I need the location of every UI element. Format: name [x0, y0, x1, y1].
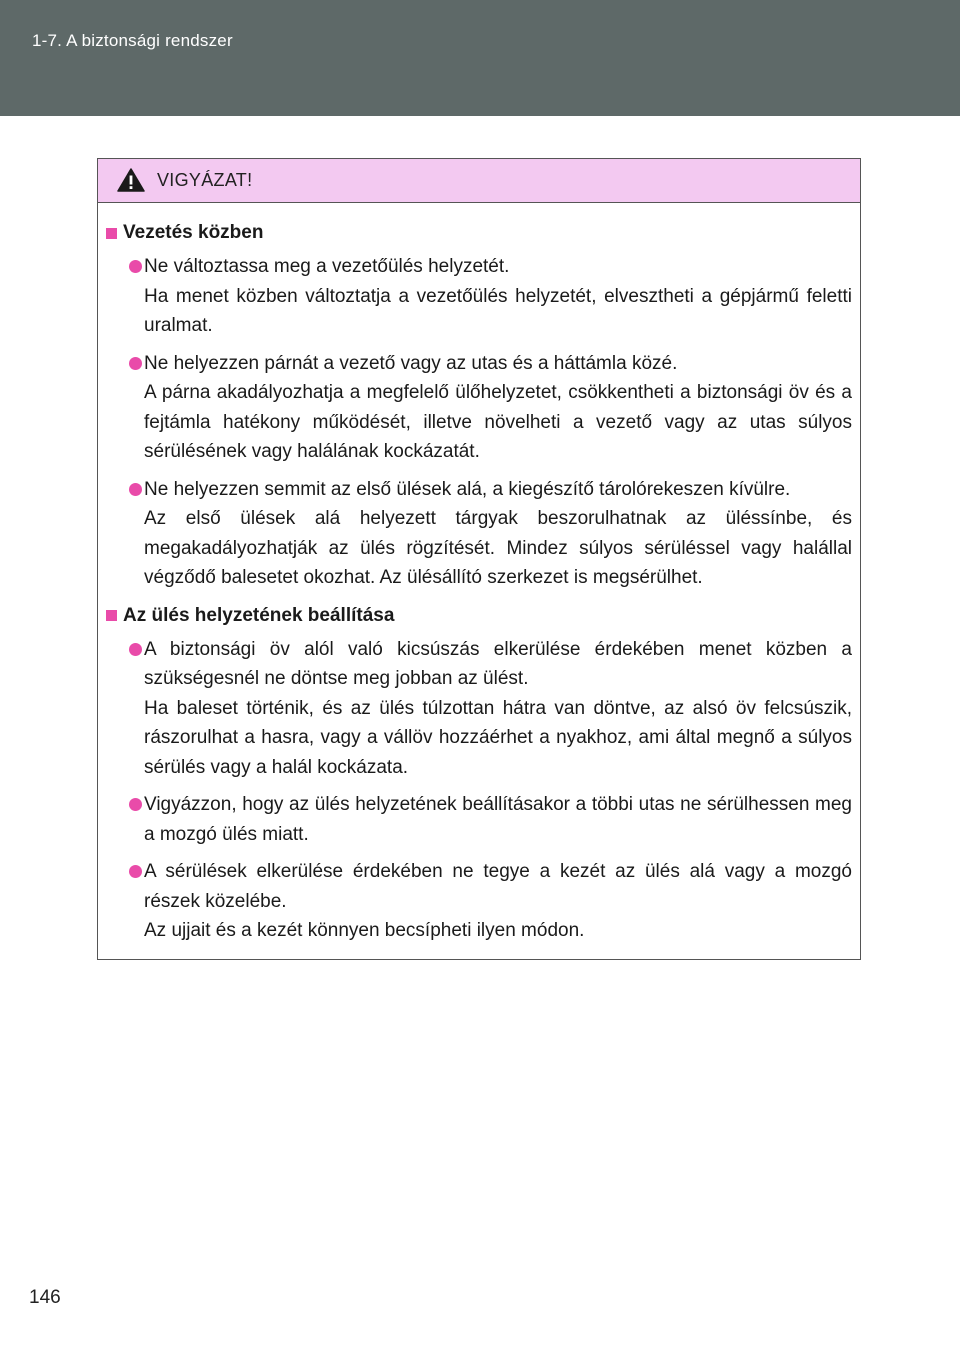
list-item: [106, 635, 852, 783]
list-item: [106, 790, 852, 849]
round-bullet-icon: [129, 357, 142, 370]
warning-title: VIGYÁZAT!: [157, 170, 253, 190]
list-item: [106, 252, 852, 341]
bullet-paragraph: A sérülések elkerülése érdekében ne tegye a kezét az ülés alá vagy a mozgó részek közelébe.: [144, 861, 852, 912]
warning-box: [97, 158, 861, 960]
bullet-paragraph: A biztonsági öv alól való kicsúszás elkerülése érdekében menet közben a szükségesnél ne döntse meg jobban az ülést.: [144, 638, 852, 689]
warning-body: [98, 203, 860, 946]
list-item: [106, 475, 852, 593]
bullet-paragraph: Vigyázzon, hogy az ülés helyzetének beállításakor a többi utas ne sérülhessen meg a mozgó ülés miatt.: [144, 794, 852, 845]
round-bullet-icon: [129, 260, 142, 273]
section-heading-text: Az ülés helyzetének beállítása: [123, 604, 395, 626]
list-item: [106, 857, 852, 946]
round-bullet-icon: [129, 643, 142, 656]
section-heading-text: Vezetés közben: [123, 222, 264, 243]
bullet-paragraph: Ne helyezzen párnát a vezető vagy az utas és a háttámla közé.: [144, 352, 678, 374]
round-bullet-icon: [129, 865, 142, 878]
round-bullet-icon: [129, 483, 142, 496]
warning-header: [98, 159, 860, 203]
bullet-paragraph: Ne változtassa meg a vezetőülés helyzetét.: [144, 256, 510, 277]
square-bullet-icon: [106, 610, 117, 621]
bullet-paragraph: Az ujjait és a kezét könnyen becsípheti ilyen módon.: [144, 920, 585, 941]
bullet-paragraph: Ha baleset történik, és az ülés túlzottan hátra van döntve, az alsó öv felcsúszik, rászorulhat a hasra, vagy a vállöv hozzáérhet a nyakhoz, ami által megnő a súlyos sérülés vagy a halál kockázata.: [144, 697, 852, 778]
bullet-paragraph: Ha menet közben változtatja a vezetőülés helyzetét, elvesztheti a gépjármű feletti uralmat.: [144, 285, 852, 336]
section-heading: [106, 601, 852, 631]
round-bullet-icon: [129, 798, 142, 811]
bullet-paragraph: A párna akadályozhatja a megfelelő ülőhelyzetet, csökkentheti a biztonsági öv és a fejtámla hatékony működését, illetve növelheti a vezető vagy az utas súlyos sérülésének vagy halálának kockázatát.: [144, 382, 852, 462]
warning-triangle-icon: [117, 168, 145, 192]
square-bullet-icon: [106, 228, 117, 239]
list-item: [106, 349, 852, 467]
section-title: 1-7. A biztonsági rendszer: [32, 31, 233, 50]
bullet-paragraph: Az első ülések alá helyezett tárgyak beszorulhatnak az üléssínbe, és megakadályozhatják az ülés rögzítését. Mindez súlyos sérüléssel vagy halállal végződő balesetet okozhat. Az ülésállító szerkezet is megsérülhet.: [144, 508, 852, 588]
bullet-paragraph: Ne helyezzen semmit az első ülések alá, a kiegészítő tárolórekeszen kívülre.: [144, 478, 791, 500]
section-heading: [106, 218, 852, 248]
header-band: [0, 0, 960, 116]
page-number: 146: [29, 1287, 61, 1308]
